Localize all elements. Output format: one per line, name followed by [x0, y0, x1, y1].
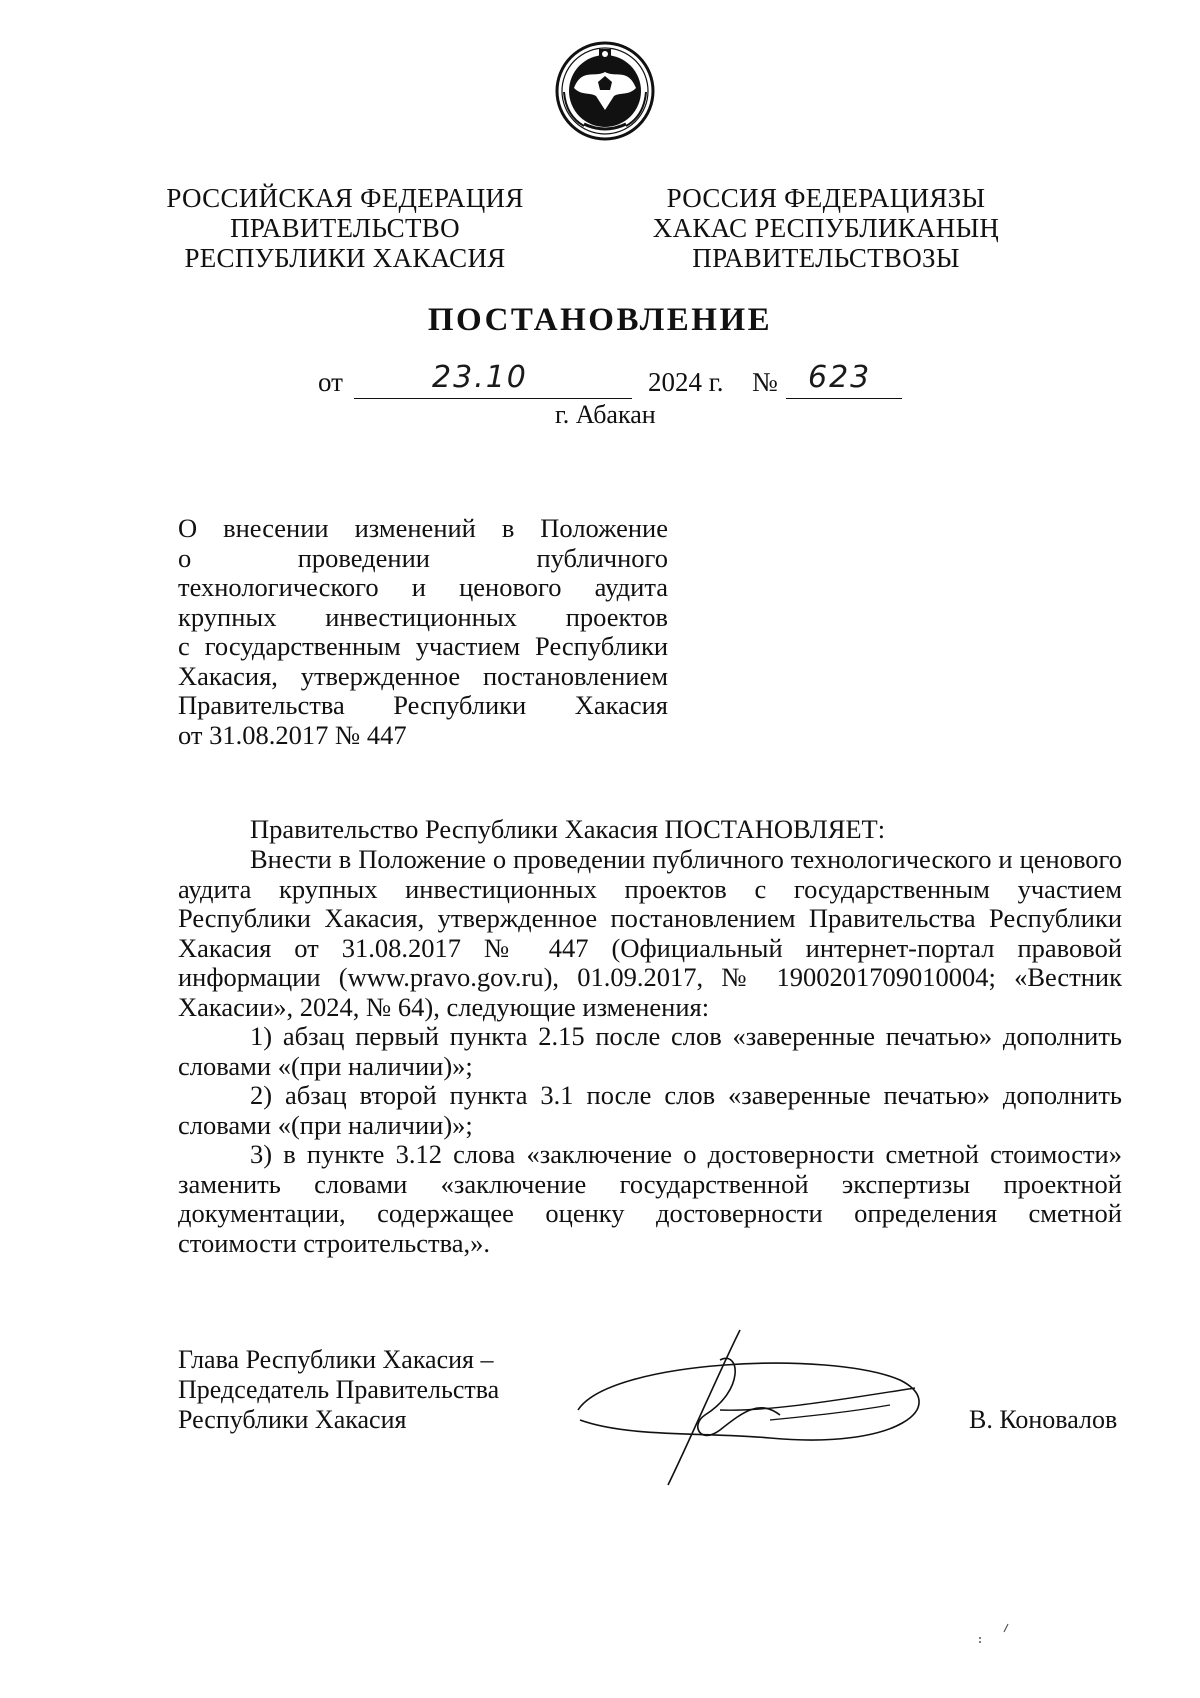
- date-handwritten: 23.10: [432, 360, 528, 395]
- signatory-position: [178, 1345, 499, 1435]
- header-russian: [135, 183, 555, 273]
- header-right-line: ПРАВИТЕЛЬСТВОЗЫ: [692, 243, 960, 273]
- position-line: Республики Хакасия: [178, 1405, 407, 1434]
- header-left-line: РЕСПУБЛИКИ ХАКАСИЯ: [184, 243, 506, 273]
- list-item: 2) абзац второй пункта 3.1 после слов «заверенные печатью» дополнить словами «(при наличии)»;: [178, 1080, 1122, 1140]
- subject-line: О внесении изменений в Положение: [178, 513, 668, 543]
- date-underline: [354, 398, 632, 399]
- header-right-line: ХАКАС РЕСПУБЛИКАНЫҢ: [652, 213, 1000, 243]
- number-label: №: [752, 367, 778, 397]
- stray-marks: [960, 1620, 1020, 1660]
- number-handwritten: 623: [808, 360, 872, 395]
- list-item: 3) в пункте 3.12 слова «заключение о достоверности сметной стоимости» заменить словами «заключение государственной экспертизы проектной документации, содержащее оценку достоверности определения сметной стоимости строительства,».: [178, 1139, 1122, 1258]
- coat-of-arms-emblem-icon: [554, 40, 656, 142]
- position-line: Председатель Правительства: [178, 1375, 500, 1404]
- subject-line: о проведении публичного: [178, 542, 668, 573]
- preamble: Правительство Республики Хакасия ПОСТАНОВЛЯЕТ:: [250, 814, 886, 844]
- document-title: ПОСТАНОВЛЕНИЕ: [427, 302, 773, 338]
- handwritten-signature-icon: [570, 1320, 970, 1490]
- header-left-line: ПРАВИТЕЛЬСТВО: [230, 213, 460, 243]
- header-khakas: [616, 183, 1036, 273]
- list-item: 1) абзац первый пункта 2.15 после слов «заверенные печатью» дополнить словами «(при наличии)»;: [178, 1021, 1122, 1081]
- city-label: г. Абакан: [555, 400, 656, 429]
- header-right-line: РОССИЯ ФЕДЕРАЦИЯЗЫ: [666, 183, 986, 213]
- year-label: 2024 г.: [648, 367, 724, 397]
- subject-line: от 31.08.2017 № 447: [178, 719, 407, 750]
- subject-line: Правительства Республики Хакасия: [178, 690, 668, 720]
- signer-name: В. Коновалов: [969, 1405, 1118, 1434]
- intro-paragraph: Внести в Положение о проведении публичного технологического и ценового аудита крупных инвестиционных проектов с государственным участием Республики Хакасия, утвержденное постановлением Правительства Республики Хакасия от 31.08.2017 № 447 (Официальный интернет-портал правовой информации (www.pravo.gov.ru), 01.09.2017, № 1900201709010004; «Вестник Хакасии», 2024, № 64), следующие изменения:: [178, 844, 1122, 1022]
- subject-line: Хакасия, утвержденное постановлением: [178, 660, 668, 691]
- position-line: Глава Республики Хакасия –: [178, 1345, 494, 1374]
- subject-line: крупных инвестиционных проектов: [178, 601, 668, 632]
- header-left-line: РОССИЙСКАЯ ФЕДЕРАЦИЯ: [166, 183, 524, 213]
- date-prefix: от: [318, 367, 343, 397]
- subject-line: технологического и ценового аудита: [178, 572, 668, 602]
- subject-line: с государственным участием Республики: [178, 631, 668, 661]
- number-underline: [786, 398, 902, 399]
